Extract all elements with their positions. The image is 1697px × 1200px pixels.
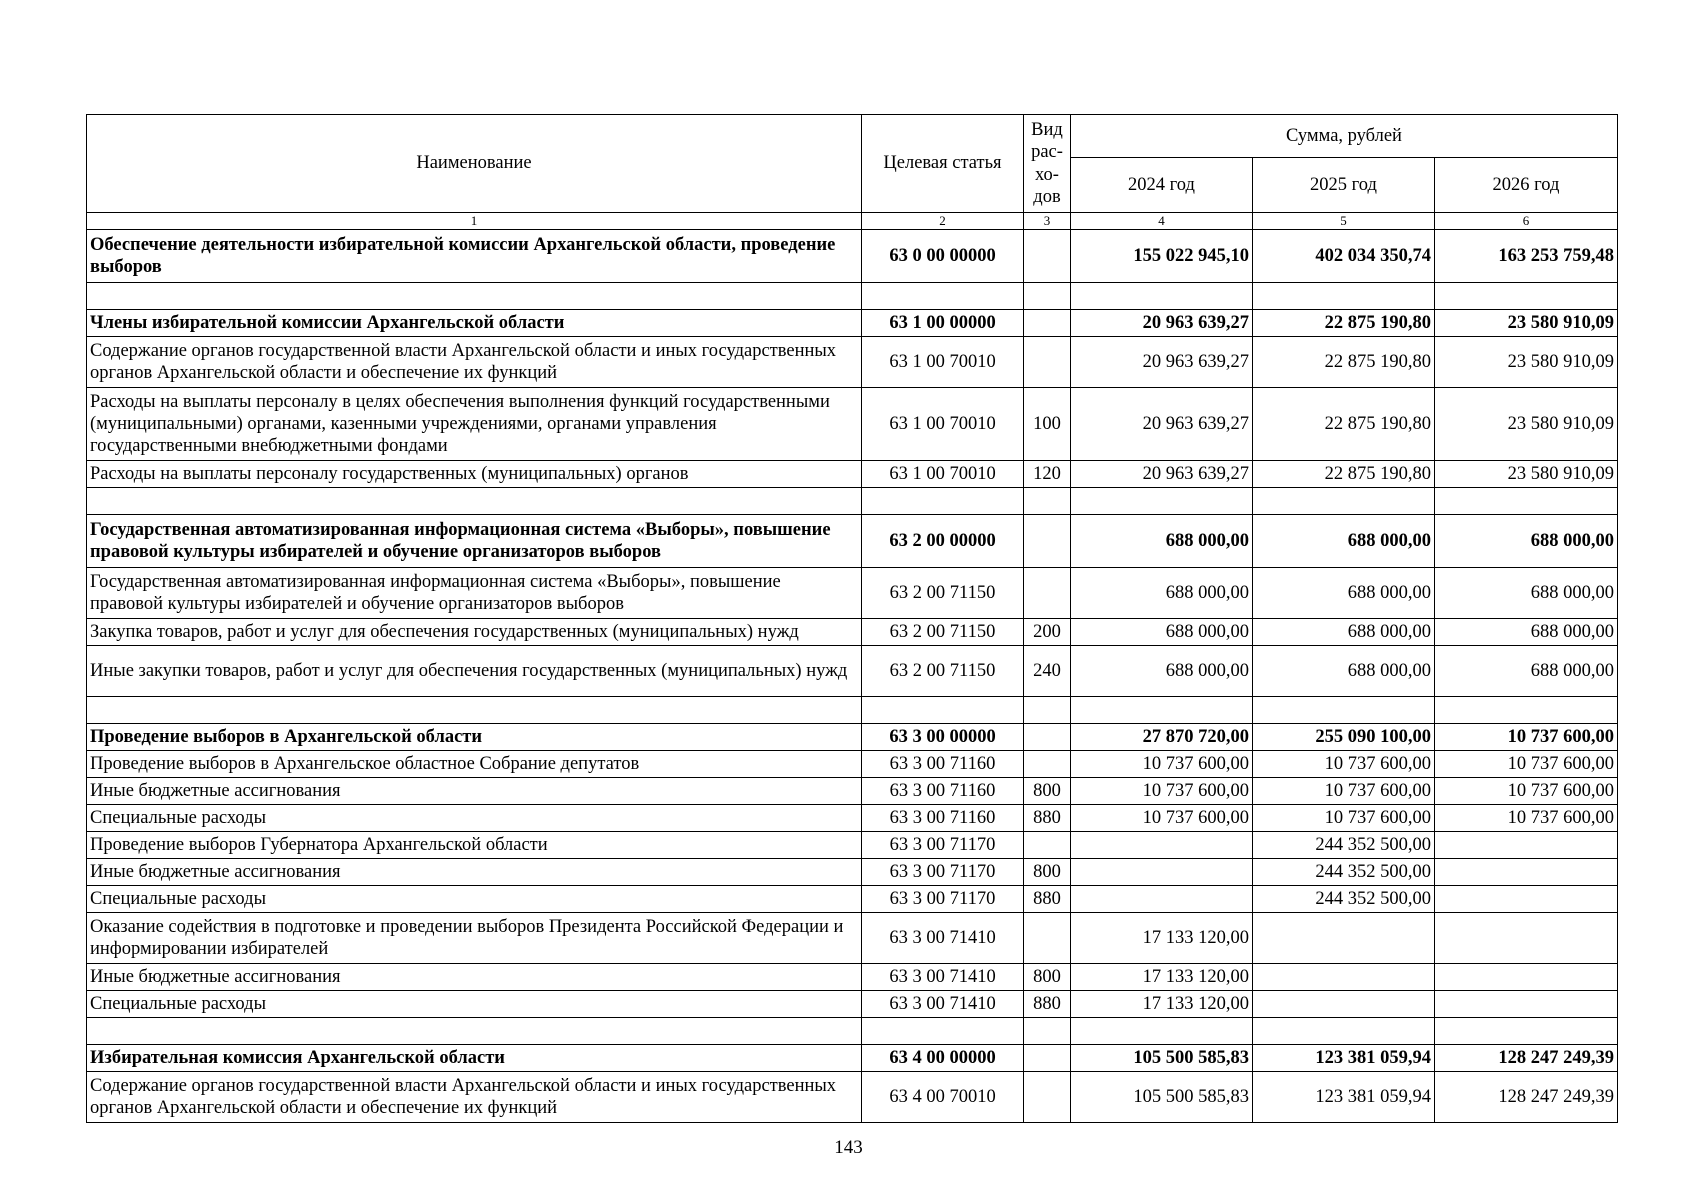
cell-a2026 bbox=[1435, 283, 1618, 310]
cell-type bbox=[1024, 1018, 1071, 1045]
cell-type: 240 bbox=[1024, 646, 1071, 697]
cell-type bbox=[1024, 1045, 1071, 1072]
cell-code bbox=[862, 1018, 1024, 1045]
cell-a2025: 10 737 600,00 bbox=[1253, 778, 1435, 805]
cell-a2026: 688 000,00 bbox=[1435, 619, 1618, 646]
cell-a2026 bbox=[1435, 859, 1618, 886]
table-row bbox=[87, 1018, 1618, 1045]
cell-name: Иные закупки товаров, работ и услуг для обеспечения государственных (муниципальных) нужд bbox=[87, 646, 862, 697]
cell-a2024 bbox=[1071, 886, 1253, 913]
header-type: Вид рас-хо-дов bbox=[1024, 115, 1071, 213]
header-year-2025: 2025 год bbox=[1253, 158, 1435, 213]
cell-a2025 bbox=[1253, 913, 1435, 964]
header-row bbox=[87, 115, 1618, 158]
cell-type: 800 bbox=[1024, 778, 1071, 805]
cell-type: 880 bbox=[1024, 886, 1071, 913]
cell-a2025: 244 352 500,00 bbox=[1253, 859, 1435, 886]
cell-a2025 bbox=[1253, 991, 1435, 1018]
cell-code: 63 2 00 71150 bbox=[862, 619, 1024, 646]
cell-a2026 bbox=[1435, 488, 1618, 515]
cell-a2026 bbox=[1435, 886, 1618, 913]
cell-name bbox=[87, 488, 862, 515]
cell-name: Содержание органов государственной власти Архангельской области и иных государственных органов Архангельской области и обеспечение их функций bbox=[87, 337, 862, 388]
table-row bbox=[87, 461, 1618, 488]
cell-code: 63 3 00 71170 bbox=[862, 886, 1024, 913]
cell-type: 120 bbox=[1024, 461, 1071, 488]
column-number: 5 bbox=[1253, 213, 1435, 230]
cell-a2024 bbox=[1071, 859, 1253, 886]
cell-a2024 bbox=[1071, 283, 1253, 310]
cell-name: Специальные расходы bbox=[87, 886, 862, 913]
cell-a2026: 163 253 759,48 bbox=[1435, 230, 1618, 283]
table-row bbox=[87, 805, 1618, 832]
table-row bbox=[87, 337, 1618, 388]
cell-code: 63 2 00 71150 bbox=[862, 646, 1024, 697]
cell-name bbox=[87, 283, 862, 310]
cell-a2025 bbox=[1253, 1018, 1435, 1045]
table-row bbox=[87, 832, 1618, 859]
cell-a2024: 20 963 639,27 bbox=[1071, 461, 1253, 488]
cell-a2026 bbox=[1435, 697, 1618, 724]
cell-a2024 bbox=[1071, 832, 1253, 859]
cell-a2024: 20 963 639,27 bbox=[1071, 337, 1253, 388]
header-name: Наименование bbox=[87, 115, 862, 213]
table-row bbox=[87, 1072, 1618, 1123]
cell-a2024: 10 737 600,00 bbox=[1071, 751, 1253, 778]
cell-a2024: 688 000,00 bbox=[1071, 646, 1253, 697]
cell-code: 63 3 00 71410 bbox=[862, 964, 1024, 991]
cell-a2024 bbox=[1071, 488, 1253, 515]
cell-code bbox=[862, 697, 1024, 724]
table-row bbox=[87, 751, 1618, 778]
cell-type: 880 bbox=[1024, 991, 1071, 1018]
cell-a2025: 22 875 190,80 bbox=[1253, 310, 1435, 337]
cell-code: 63 3 00 71160 bbox=[862, 805, 1024, 832]
cell-code: 63 3 00 71410 bbox=[862, 991, 1024, 1018]
cell-type bbox=[1024, 515, 1071, 568]
cell-name: Содержание органов государственной власти Архангельской области и иных государственных органов Архангельской области и обеспечение их функций bbox=[87, 1072, 862, 1123]
table-row bbox=[87, 646, 1618, 697]
cell-a2026: 10 737 600,00 bbox=[1435, 805, 1618, 832]
cell-name: Государственная автоматизированная информационная система «Выборы», повышение правовой культуры избирателей и обучение организаторов выборов bbox=[87, 515, 862, 568]
cell-a2024: 20 963 639,27 bbox=[1071, 388, 1253, 461]
cell-name: Иные бюджетные ассигнования bbox=[87, 964, 862, 991]
cell-type bbox=[1024, 568, 1071, 619]
cell-a2026: 23 580 910,09 bbox=[1435, 388, 1618, 461]
cell-a2025: 22 875 190,80 bbox=[1253, 461, 1435, 488]
table-row bbox=[87, 991, 1618, 1018]
cell-name bbox=[87, 697, 862, 724]
cell-a2025: 244 352 500,00 bbox=[1253, 832, 1435, 859]
cell-a2026: 10 737 600,00 bbox=[1435, 778, 1618, 805]
cell-type: 100 bbox=[1024, 388, 1071, 461]
cell-type bbox=[1024, 724, 1071, 751]
table-row bbox=[87, 913, 1618, 964]
cell-a2024: 17 133 120,00 bbox=[1071, 964, 1253, 991]
cell-a2026: 688 000,00 bbox=[1435, 568, 1618, 619]
cell-type: 800 bbox=[1024, 964, 1071, 991]
table-body bbox=[87, 230, 1618, 1123]
cell-type bbox=[1024, 1072, 1071, 1123]
cell-code: 63 1 00 70010 bbox=[862, 461, 1024, 488]
cell-code: 63 4 00 00000 bbox=[862, 1045, 1024, 1072]
header-code: Целевая статья bbox=[862, 115, 1024, 213]
column-number: 6 bbox=[1435, 213, 1618, 230]
cell-a2025: 688 000,00 bbox=[1253, 619, 1435, 646]
cell-a2025: 688 000,00 bbox=[1253, 568, 1435, 619]
cell-code: 63 3 00 71160 bbox=[862, 778, 1024, 805]
cell-name: Государственная автоматизированная информационная система «Выборы», повышение правовой культуры избирателей и обучение организаторов выборов bbox=[87, 568, 862, 619]
budget-table bbox=[86, 114, 1618, 1123]
cell-name: Оказание содействия в подготовке и проведении выборов Президента Российской Федерации и информировании избирателей bbox=[87, 913, 862, 964]
table-row bbox=[87, 697, 1618, 724]
cell-code: 63 2 00 00000 bbox=[862, 515, 1024, 568]
cell-a2025: 244 352 500,00 bbox=[1253, 886, 1435, 913]
column-number: 4 bbox=[1071, 213, 1253, 230]
table-row bbox=[87, 619, 1618, 646]
cell-code: 63 3 00 71410 bbox=[862, 913, 1024, 964]
cell-a2025 bbox=[1253, 283, 1435, 310]
cell-code: 63 0 00 00000 bbox=[862, 230, 1024, 283]
cell-type: 880 bbox=[1024, 805, 1071, 832]
cell-a2025: 22 875 190,80 bbox=[1253, 337, 1435, 388]
cell-a2024: 155 022 945,10 bbox=[1071, 230, 1253, 283]
cell-a2024: 688 000,00 bbox=[1071, 619, 1253, 646]
header-year-2026: 2026 год bbox=[1435, 158, 1618, 213]
cell-type: 800 bbox=[1024, 859, 1071, 886]
column-number: 1 bbox=[87, 213, 862, 230]
cell-a2024: 27 870 720,00 bbox=[1071, 724, 1253, 751]
cell-a2025 bbox=[1253, 964, 1435, 991]
cell-code: 63 1 00 00000 bbox=[862, 310, 1024, 337]
cell-a2024: 10 737 600,00 bbox=[1071, 805, 1253, 832]
cell-code: 63 2 00 71150 bbox=[862, 568, 1024, 619]
table-row bbox=[87, 964, 1618, 991]
table-row bbox=[87, 515, 1618, 568]
cell-a2026 bbox=[1435, 991, 1618, 1018]
cell-code bbox=[862, 488, 1024, 515]
table-row bbox=[87, 724, 1618, 751]
cell-a2026: 10 737 600,00 bbox=[1435, 751, 1618, 778]
cell-name: Расходы на выплаты персоналу в целях обеспечения выполнения функций государственными (муниципальными) органами, казенными учреждениями, органами управления государственными внебюджетными фондами bbox=[87, 388, 862, 461]
cell-a2025 bbox=[1253, 488, 1435, 515]
table-row bbox=[87, 778, 1618, 805]
cell-a2024: 688 000,00 bbox=[1071, 515, 1253, 568]
cell-a2026: 128 247 249,39 bbox=[1435, 1072, 1618, 1123]
cell-code: 63 4 00 70010 bbox=[862, 1072, 1024, 1123]
cell-name: Специальные расходы bbox=[87, 805, 862, 832]
cell-a2025: 10 737 600,00 bbox=[1253, 751, 1435, 778]
cell-type bbox=[1024, 751, 1071, 778]
cell-code: 63 3 00 71160 bbox=[862, 751, 1024, 778]
cell-a2026 bbox=[1435, 964, 1618, 991]
cell-type bbox=[1024, 337, 1071, 388]
table-row bbox=[87, 230, 1618, 283]
cell-type bbox=[1024, 832, 1071, 859]
cell-a2024: 688 000,00 bbox=[1071, 568, 1253, 619]
table-row bbox=[87, 388, 1618, 461]
cell-a2026 bbox=[1435, 1018, 1618, 1045]
cell-a2026 bbox=[1435, 832, 1618, 859]
cell-a2025: 22 875 190,80 bbox=[1253, 388, 1435, 461]
cell-a2024: 17 133 120,00 bbox=[1071, 913, 1253, 964]
cell-a2025: 402 034 350,74 bbox=[1253, 230, 1435, 283]
cell-a2025: 688 000,00 bbox=[1253, 515, 1435, 568]
cell-name bbox=[87, 1018, 862, 1045]
cell-code: 63 1 00 70010 bbox=[862, 388, 1024, 461]
cell-code: 63 1 00 70010 bbox=[862, 337, 1024, 388]
cell-name: Члены избирательной комиссии Архангельской области bbox=[87, 310, 862, 337]
cell-a2024: 105 500 585,83 bbox=[1071, 1045, 1253, 1072]
table-row bbox=[87, 886, 1618, 913]
cell-a2024: 105 500 585,83 bbox=[1071, 1072, 1253, 1123]
cell-name: Иные бюджетные ассигнования bbox=[87, 859, 862, 886]
cell-a2026: 23 580 910,09 bbox=[1435, 310, 1618, 337]
cell-name: Проведение выборов в Архангельской области bbox=[87, 724, 862, 751]
cell-a2025: 123 381 059,94 bbox=[1253, 1045, 1435, 1072]
cell-type bbox=[1024, 488, 1071, 515]
cell-name: Иные бюджетные ассигнования bbox=[87, 778, 862, 805]
cell-a2025: 10 737 600,00 bbox=[1253, 805, 1435, 832]
cell-name: Специальные расходы bbox=[87, 991, 862, 1018]
cell-name: Закупка товаров, работ и услуг для обеспечения государственных (муниципальных) нужд bbox=[87, 619, 862, 646]
cell-name: Проведение выборов Губернатора Архангельской области bbox=[87, 832, 862, 859]
cell-a2025: 255 090 100,00 bbox=[1253, 724, 1435, 751]
cell-a2025: 688 000,00 bbox=[1253, 646, 1435, 697]
header-sum: Сумма, рублей bbox=[1071, 115, 1618, 158]
column-number-row bbox=[87, 213, 1618, 230]
cell-type bbox=[1024, 283, 1071, 310]
table-row bbox=[87, 283, 1618, 310]
cell-code: 63 3 00 71170 bbox=[862, 859, 1024, 886]
cell-type bbox=[1024, 697, 1071, 724]
cell-code: 63 3 00 71170 bbox=[862, 832, 1024, 859]
cell-a2026 bbox=[1435, 913, 1618, 964]
cell-a2024: 17 133 120,00 bbox=[1071, 991, 1253, 1018]
cell-a2025 bbox=[1253, 697, 1435, 724]
column-number: 2 bbox=[862, 213, 1024, 230]
table-row bbox=[87, 568, 1618, 619]
table-row bbox=[87, 488, 1618, 515]
cell-type bbox=[1024, 310, 1071, 337]
header-year-2024: 2024 год bbox=[1071, 158, 1253, 213]
cell-type bbox=[1024, 913, 1071, 964]
cell-a2025: 123 381 059,94 bbox=[1253, 1072, 1435, 1123]
cell-name: Расходы на выплаты персоналу государственных (муниципальных) органов bbox=[87, 461, 862, 488]
cell-code: 63 3 00 00000 bbox=[862, 724, 1024, 751]
cell-a2024: 10 737 600,00 bbox=[1071, 778, 1253, 805]
cell-a2026: 688 000,00 bbox=[1435, 515, 1618, 568]
page-number: 143 bbox=[834, 1137, 863, 1158]
table-row bbox=[87, 310, 1618, 337]
cell-a2026: 688 000,00 bbox=[1435, 646, 1618, 697]
cell-name: Проведение выборов в Архангельское областное Собрание депутатов bbox=[87, 751, 862, 778]
cell-type: 200 bbox=[1024, 619, 1071, 646]
cell-code bbox=[862, 283, 1024, 310]
table-row bbox=[87, 859, 1618, 886]
cell-name: Избирательная комиссия Архангельской области bbox=[87, 1045, 862, 1072]
cell-a2026: 128 247 249,39 bbox=[1435, 1045, 1618, 1072]
cell-name: Обеспечение деятельности избирательной комиссии Архангельской области, проведение выборов bbox=[87, 230, 862, 283]
cell-a2024 bbox=[1071, 1018, 1253, 1045]
cell-a2024: 20 963 639,27 bbox=[1071, 310, 1253, 337]
column-number: 3 bbox=[1024, 213, 1071, 230]
cell-a2026: 23 580 910,09 bbox=[1435, 337, 1618, 388]
cell-a2024 bbox=[1071, 697, 1253, 724]
cell-type bbox=[1024, 230, 1071, 283]
table-row bbox=[87, 1045, 1618, 1072]
cell-a2026: 10 737 600,00 bbox=[1435, 724, 1618, 751]
cell-a2026: 23 580 910,09 bbox=[1435, 461, 1618, 488]
